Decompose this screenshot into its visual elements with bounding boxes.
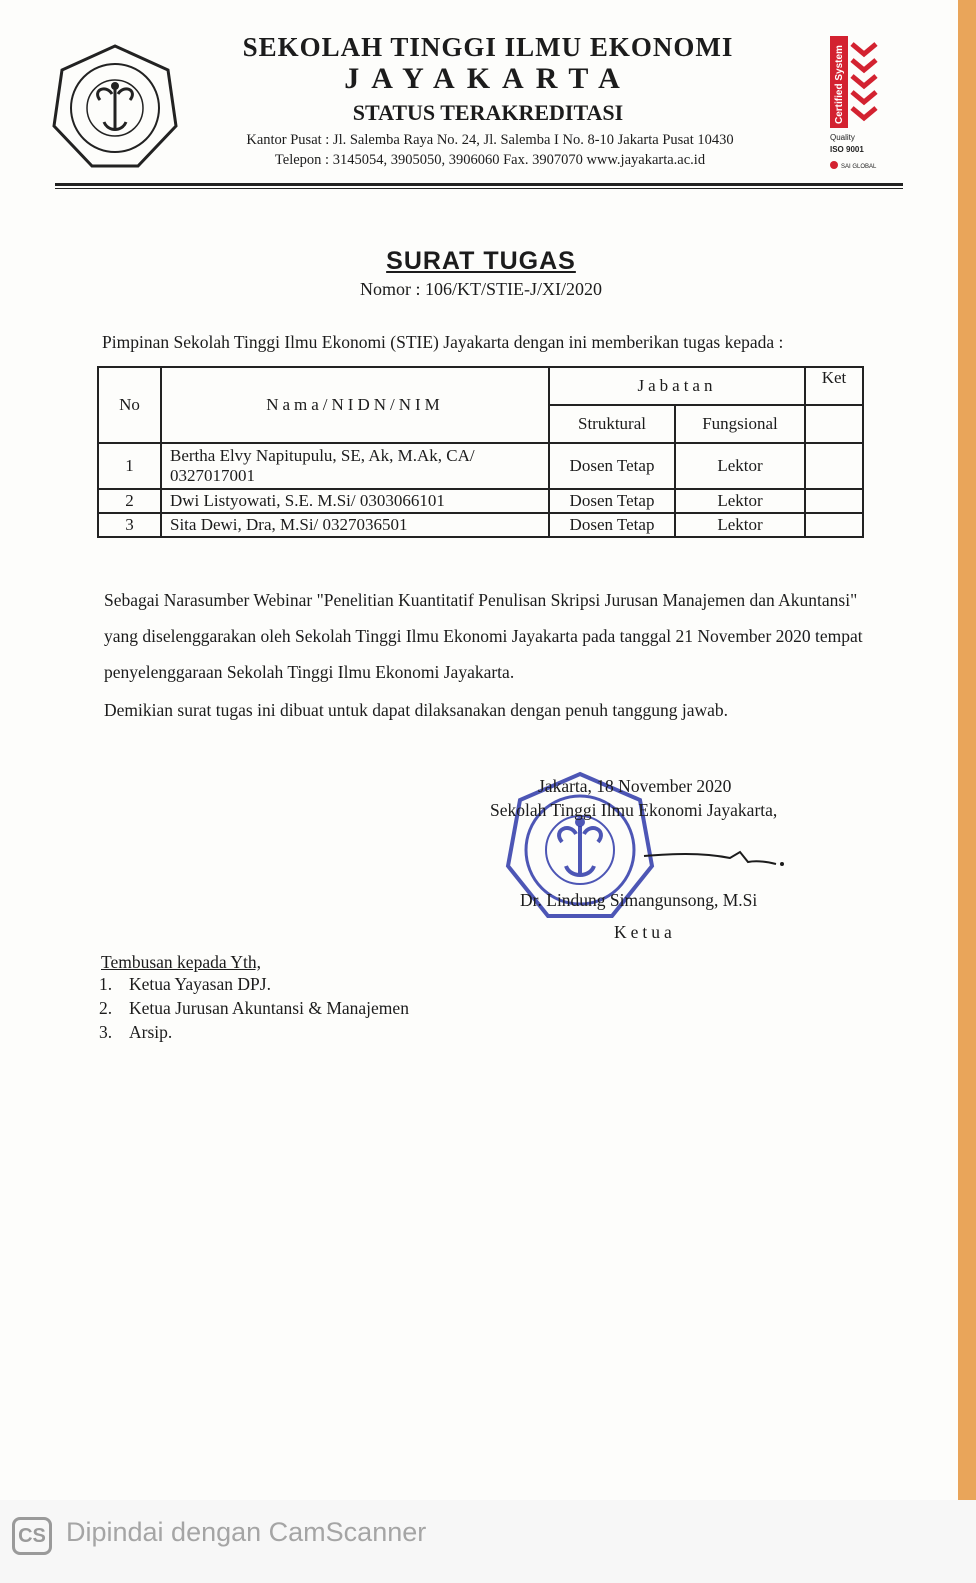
row-functional: Lektor — [675, 443, 805, 489]
accreditation-status: STATUS TERAKREDITASI — [352, 100, 624, 125]
handwritten-signature — [640, 838, 790, 878]
signatory-name: Dr. Lindung Simangunsong, M.Si — [520, 890, 758, 910]
closing-sentence: Demikian surat tugas ini dibuat untuk dapat dilaksanakan dengan penuh tanggung jawab. — [104, 700, 729, 720]
row-functional: Lektor — [675, 489, 805, 513]
row-name: Sita Dewi, Dra, M.Si/ 0327036501 — [161, 513, 549, 537]
camscanner-watermark-text: Dipindai dengan CamScanner — [66, 1517, 427, 1547]
address-line: Kantor Pusat : Jl. Salemba Raya No. 24, Jl. Salemba I No. 8-10 Jakarta Pusat 10430 — [246, 132, 734, 148]
school-name: SEKOLAH TINGGI ILMU EKONOMI — [242, 32, 734, 62]
copies-heading: Tembusan kepada Yth, — [101, 952, 261, 972]
table-row — [98, 443, 863, 489]
school-city: JAYAKARTA — [344, 62, 632, 95]
note-subheader-cell — [805, 405, 863, 443]
list-item-number: 1. — [99, 974, 113, 994]
header-rule-thick — [55, 183, 903, 186]
list-item-text: Arsip. — [129, 1022, 173, 1042]
cert-iso-text: ISO 9001 — [830, 145, 864, 154]
row-note — [805, 513, 863, 537]
row-no: 2 — [98, 489, 161, 513]
row-name-line1: Bertha Elvy Napitupulu, SE, Ak, M.Ak, CA/ — [170, 446, 475, 465]
list-item-number: 3. — [99, 1022, 113, 1042]
header-rule-thin — [55, 188, 903, 189]
col-header-no: No — [98, 367, 161, 443]
telephone-line: Telepon : 3145054, 3905050, 3906060 Fax. 3907070 www.jayakarta.ac.id — [274, 152, 706, 168]
col-header-position: Jabatan — [549, 367, 805, 405]
row-name — [161, 443, 549, 489]
list-item-text: Ketua Jurusan Akuntansi & Manajemen — [129, 998, 409, 1018]
intro-text: Pimpinan Sekolah Tinggi Ilmu Ekonomi (STIE) Jayakarta dengan ini memberikan tugas kepada : — [102, 332, 784, 352]
row-note — [805, 443, 863, 489]
table-row — [98, 489, 863, 513]
col-header-note: Ket — [805, 367, 863, 405]
row-functional: Lektor — [675, 513, 805, 537]
row-name-line2: 0327017001 — [170, 466, 255, 485]
cert-body-text: SAI GLOBAL — [841, 164, 877, 170]
col-header-name: Nama/NIDN/NIM — [161, 367, 549, 443]
list-item — [99, 996, 409, 1020]
signature-institution: Sekolah Tinggi Ilmu Ekonomi Jayakarta, — [490, 800, 778, 820]
row-structural: Dosen Tetap — [549, 489, 675, 513]
assignment-table — [97, 366, 864, 538]
row-structural: Dosen Tetap — [549, 513, 675, 537]
list-item — [99, 1020, 409, 1044]
col-header-functional: Fungsional — [675, 405, 805, 443]
row-name: Dwi Listyowati, S.E. M.Si/ 0303066101 — [161, 489, 549, 513]
row-note — [805, 489, 863, 513]
col-header-structural: Struktural — [549, 405, 675, 443]
row-structural: Dosen Tetap — [549, 443, 675, 489]
row-no: 3 — [98, 513, 161, 537]
table-row — [98, 513, 863, 537]
document-title: SURAT TUGAS — [386, 247, 576, 275]
row-no: 1 — [98, 443, 161, 489]
list-item-text: Ketua Yayasan DPJ. — [129, 974, 271, 994]
camscanner-logo-icon: CS — [12, 1517, 52, 1555]
cert-quality-text: Quality — [830, 133, 855, 142]
iso-certification-logo — [828, 34, 900, 174]
signatory-position: Ketua — [614, 922, 676, 942]
assignment-paragraph: Sebagai Narasumber Webinar "Penelitian Kuantitatif Penulisan Skripsi Jurusan Manajemen dan Akuntansi" yang diselenggarakan oleh Sekolah Tinggi Ilmu Ekonomi Jayakarta pada tanggal 21 November 2020 tempat penyelenggaraan Sekolah Tinggi Ilmu Ekonomi Jayakarta. — [104, 590, 863, 682]
signature-place-date: Jakarta, 18 November 2020 — [538, 776, 732, 796]
copies-list — [99, 972, 409, 1044]
document-number: Nomor : 106/KT/STIE-J/XI/2020 — [360, 279, 602, 299]
list-item-number: 2. — [99, 998, 113, 1018]
list-item — [99, 972, 409, 996]
cert-system-text: Certified System — [834, 45, 845, 124]
